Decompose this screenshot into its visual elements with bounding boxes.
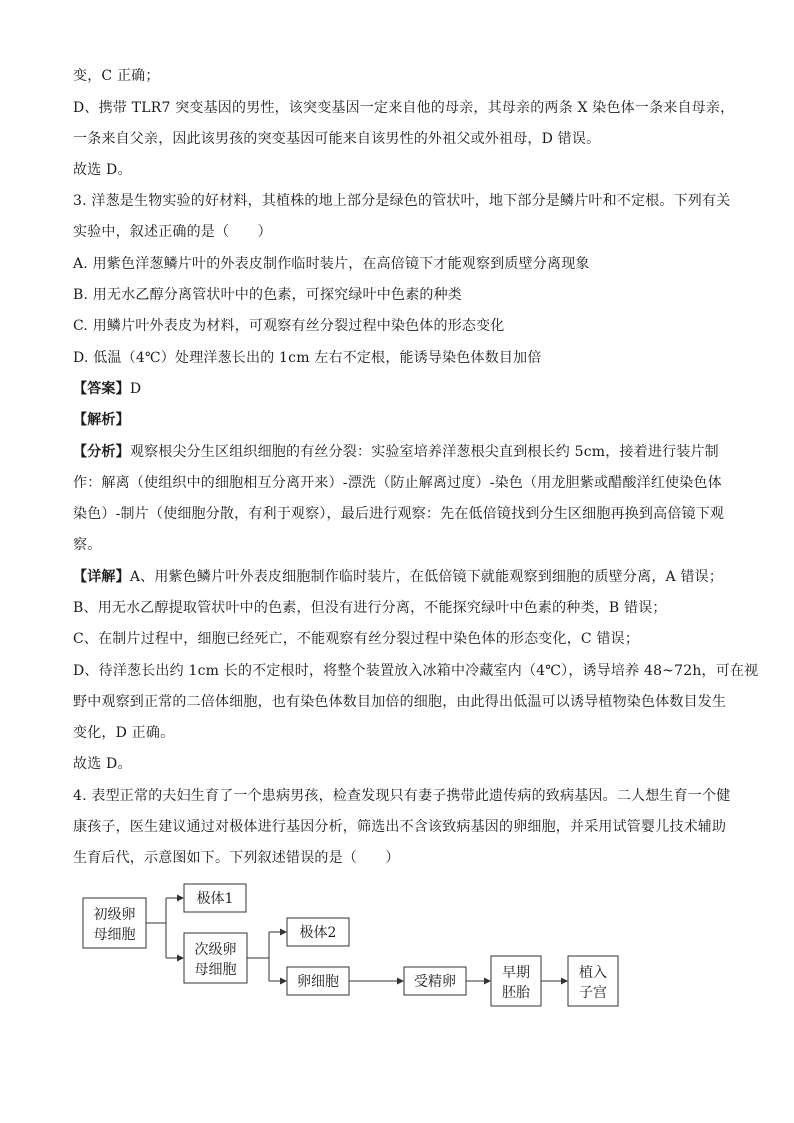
label-early-embryo-1: 早期 bbox=[502, 965, 530, 981]
line-text: D bbox=[129, 381, 142, 397]
section-tag: 【答案】 bbox=[73, 381, 130, 397]
line-text: D. 低温（4℃）处理洋葱长出的 1cm 左右不定根，能诱导染色体数目加倍 bbox=[73, 350, 542, 366]
line-text: 一条来自父亲，因此该男孩的突变基因可能来自该男性的外祖父或外祖母，D 错误。 bbox=[73, 131, 601, 147]
line-text: B、用无水乙醇提取管状叶中的色素，但没有进行分离，不能探究绿叶中色素的种类，B 错误； bbox=[73, 600, 667, 616]
label-polar-body-2: 极体2 bbox=[299, 925, 337, 941]
line-text: 察。 bbox=[73, 537, 102, 553]
arrow-head bbox=[280, 929, 287, 936]
line-text: D、携带 TLR7 突变基因的男性，该突变基因一定来自他的母亲，其母亲的两条 X 染色体一条来自母亲， bbox=[73, 100, 735, 116]
line-text: A、用紫色鳞片叶外表皮细胞制作临时装片，在低倍镜下就能观察到细胞的质壁分离，A 错误； bbox=[129, 569, 724, 585]
line-text: C. 用鳞片叶外表皮为材料，可观察有丝分裂过程中染色体的形态变化 bbox=[73, 318, 505, 334]
arrow-head bbox=[177, 895, 184, 902]
line-text: 变，C 正确； bbox=[73, 68, 160, 84]
line-text: D、待洋葱长出约 1cm 长的不定根时，将整个装置放入冰箱中冷藏室内（4℃），诱导培养 48~72h，可在视 bbox=[73, 663, 759, 679]
line-text: 染色）-制片（使细胞分散，有利于观察），最后进行观察：先在低倍镜找到分生区细胞再换到高倍镜下观 bbox=[73, 506, 725, 522]
label-egg-cell: 卵细胞 bbox=[297, 974, 339, 990]
label-secondary-oocyte-2: 母细胞 bbox=[194, 962, 237, 978]
arrow-head bbox=[484, 978, 491, 985]
line-text: 4. 表型正常的夫妇生育了一个患病男孩，检查发现只有妻子携带此遗传病的致病基因。二人想生育一个健 bbox=[73, 788, 731, 804]
arrow-head bbox=[397, 978, 404, 985]
line-text: 作：解离（使组织中的细胞相互分离开来）-漂洗（防止解离过度）-染色（用龙胆紫或醋酸洋红使染色体 bbox=[73, 475, 722, 491]
line-text: 故选 D。 bbox=[73, 756, 132, 772]
line-text: 野中观察到正常的二倍体细胞，也有染色体数目加倍的细胞，由此得出低温可以诱导植物染色体数目发生 bbox=[73, 694, 727, 710]
line-text: 故选 D。 bbox=[73, 162, 132, 178]
line-text: 观察根尖分生区组织细胞的有丝分裂：实验室培养洋葱根尖直到根长约 5cm，接着进行装片制 bbox=[129, 444, 719, 460]
arrow-head bbox=[280, 978, 287, 985]
label-polar-body-1: 极体1 bbox=[196, 891, 234, 907]
label-primary-oocyte-1: 初级卵 bbox=[93, 907, 136, 923]
label-implant-uterus-1: 植入 bbox=[579, 965, 607, 981]
label-secondary-oocyte-1: 次级卵 bbox=[194, 942, 237, 958]
line-text: 康孩子，医生建议通过对极体进行基因分析，筛选出不含该致病基因的卵细胞，并采用试管婴儿技术辅助 bbox=[73, 819, 727, 835]
line-text: A. 用紫色洋葱鳞片叶的外表皮制作临时装片，在高倍镜下才能观察到质壁分离现象 bbox=[73, 256, 590, 272]
line-text: B. 用无水乙醇分离管状叶中的色素，可探究绿叶中色素的种类 bbox=[73, 287, 462, 303]
label-zygote: 受精卵 bbox=[414, 974, 456, 990]
section-tag: 【详解】 bbox=[73, 569, 130, 585]
label-implant-uterus-2: 子宫 bbox=[579, 985, 607, 1001]
section-tag: 【分析】 bbox=[73, 444, 130, 460]
line-text: 变化，D 正确。 bbox=[73, 725, 175, 741]
line-text: C、在制片过程中，细胞已经死亡，不能观察有丝分裂过程中染色体的形态变化，C 错误； bbox=[73, 631, 640, 647]
line-text: 生育后代，示意图如下。下列叙述错误的是（ ） bbox=[73, 850, 400, 866]
section-tag: 【解析】 bbox=[73, 412, 130, 428]
line-text: 实验中，叙述正确的是（ ） bbox=[73, 224, 272, 240]
arrow-head bbox=[561, 978, 568, 985]
line-text: 3. 洋葱是生物实验的好材料，其植株的地上部分是绿色的管状叶，地下部分是鳞片叶和不定根。下列有关 bbox=[73, 193, 731, 209]
label-primary-oocyte-2: 母细胞 bbox=[93, 927, 136, 943]
label-early-embryo-2: 胚胎 bbox=[502, 985, 530, 1001]
arrow-head bbox=[177, 955, 184, 962]
